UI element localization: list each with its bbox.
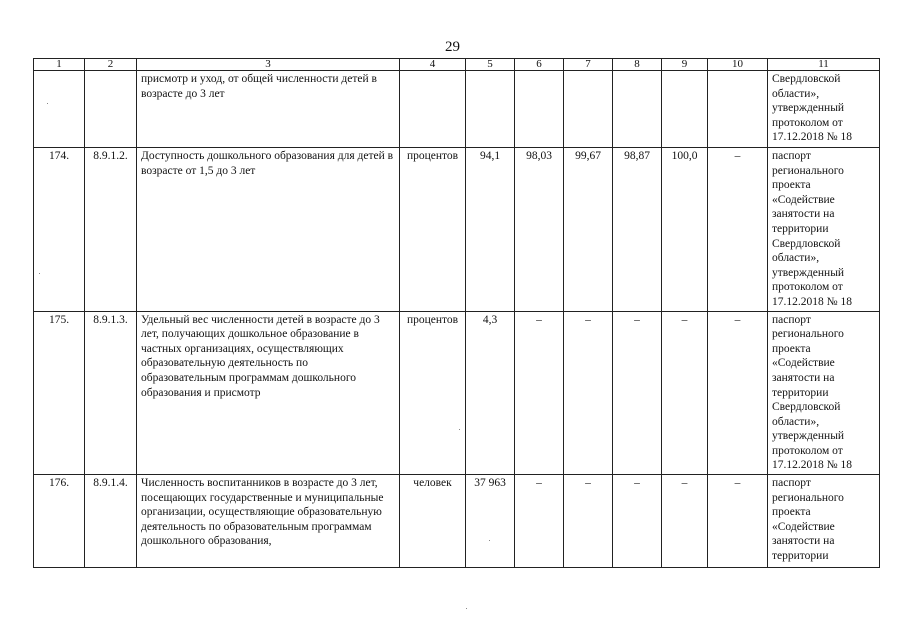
column-header: 1 <box>34 59 85 71</box>
column-header: 9 <box>662 59 708 71</box>
value-cell <box>662 71 708 148</box>
scan-speck <box>459 429 460 430</box>
value-cell: 94,1 <box>466 148 515 312</box>
value-cell: – <box>613 311 662 475</box>
value-cell: – <box>708 148 768 312</box>
value-cell: – <box>613 475 662 568</box>
value-cell <box>466 71 515 148</box>
row-index: 174. <box>34 148 85 312</box>
table-row <box>34 71 880 148</box>
indicator-code: 8.9.1.3. <box>85 311 137 475</box>
value-cell: – <box>662 311 708 475</box>
source-document: паспорт регионального проекта «Содействие занятости на территории Свердловской области», утвержденный протоколом от 17.12.2018 № 18 <box>768 148 880 312</box>
column-header: 11 <box>768 59 880 71</box>
column-header: 3 <box>137 59 400 71</box>
column-header: 2 <box>85 59 137 71</box>
column-header: 6 <box>515 59 564 71</box>
source-document: паспорт регионального проекта «Содействие занятости на территории Свердловской области», утвержденный протоколом от 17.12.2018 № 18 <box>768 311 880 475</box>
scan-speck <box>489 540 490 541</box>
value-cell: 99,67 <box>564 148 613 312</box>
column-header: 4 <box>400 59 466 71</box>
value-cell: 98,87 <box>613 148 662 312</box>
indicator-name: Удельный вес численности детей в возрасте до 3 лет, получающих дошкольное образование в частных организациях, осуществляющих образовательную деятельность по образовательным программам дошкольного образования и присмотр <box>137 311 400 475</box>
scan-speck <box>39 273 40 274</box>
unit: человек <box>400 475 466 568</box>
row-index <box>34 71 85 148</box>
value-cell: 100,0 <box>662 148 708 312</box>
value-cell: – <box>515 475 564 568</box>
row-index: 175. <box>34 311 85 475</box>
scan-speck <box>47 103 48 104</box>
value-cell: – <box>564 311 613 475</box>
indicator-name: Численность воспитанников в возрасте до 3 лет, посещающих государственные и муниципальные организации, осуществляющие образовательную деятельность по образовательным программам дошкольного образования, <box>137 475 400 568</box>
value-cell <box>708 71 768 148</box>
value-cell: 37 963 <box>466 475 515 568</box>
value-cell: – <box>708 475 768 568</box>
column-header: 5 <box>466 59 515 71</box>
unit: процентов <box>400 311 466 475</box>
indicator-name: присмотр и уход, от общей численности детей в возрасте до 3 лет <box>137 71 400 148</box>
value-cell <box>613 71 662 148</box>
row-index: 176. <box>34 475 85 568</box>
value-cell: – <box>564 475 613 568</box>
page-number: 29 <box>445 39 460 55</box>
value-cell <box>564 71 613 148</box>
value-cell: 4,3 <box>466 311 515 475</box>
value-cell: – <box>708 311 768 475</box>
value-cell: – <box>662 475 708 568</box>
indicator-table <box>33 58 880 568</box>
indicator-code: 8.9.1.2. <box>85 148 137 312</box>
column-header: 8 <box>613 59 662 71</box>
table-row <box>34 311 880 475</box>
unit: процентов <box>400 148 466 312</box>
column-number-row <box>34 59 880 71</box>
table-row <box>34 148 880 312</box>
table-row <box>34 475 880 568</box>
value-cell <box>515 71 564 148</box>
indicator-code <box>85 71 137 148</box>
indicator-code: 8.9.1.4. <box>85 475 137 568</box>
value-cell: – <box>515 311 564 475</box>
column-header: 7 <box>564 59 613 71</box>
column-header: 10 <box>708 59 768 71</box>
source-document: паспорт регионального проекта «Содействие занятости на территории <box>768 475 880 568</box>
indicator-name: Доступность дошкольного образования для детей в возрасте от 1,5 до 3 лет <box>137 148 400 312</box>
value-cell: 98,03 <box>515 148 564 312</box>
source-document: Свердловской области», утвержденный протоколом от 17.12.2018 № 18 <box>768 71 880 148</box>
scan-speck <box>466 608 467 609</box>
unit <box>400 71 466 148</box>
